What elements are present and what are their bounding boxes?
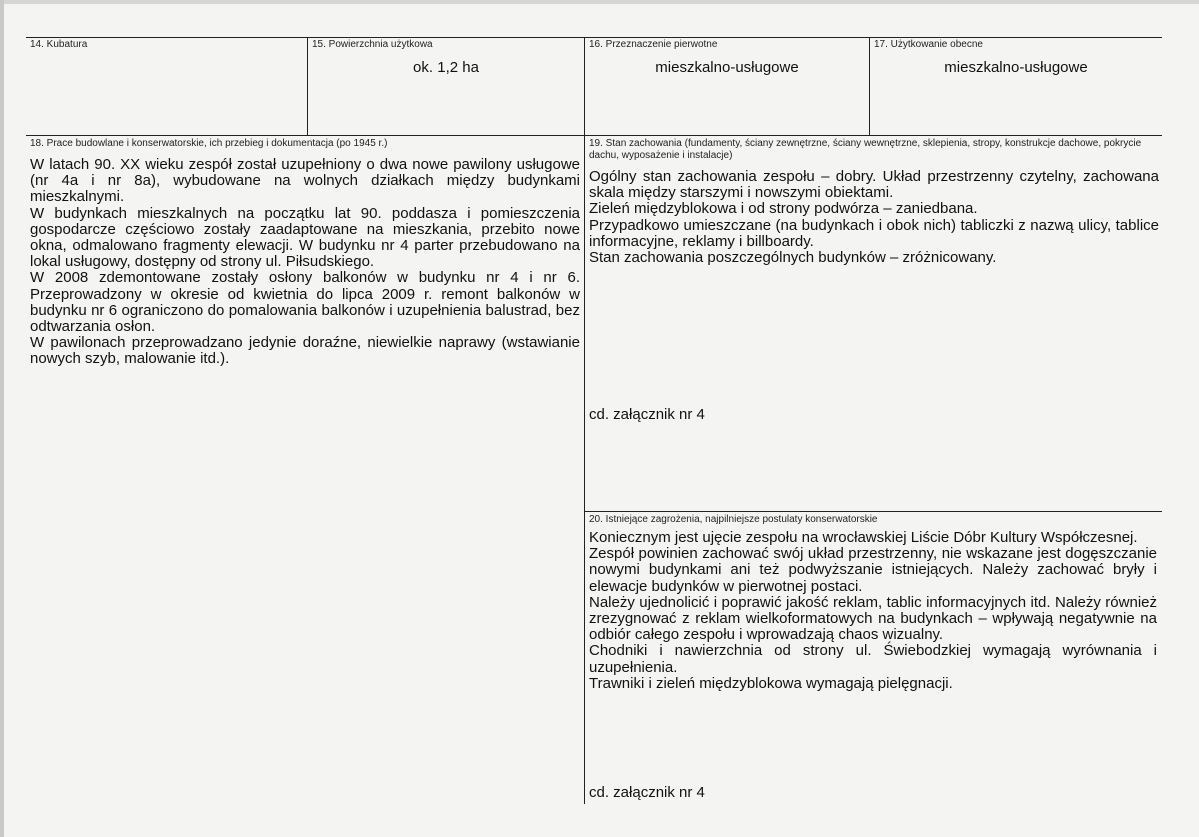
paragraph: Należy ujednolicić i poprawić jakość reklam, tablic informacyjnych itd. Należy również zrezygnować z reklam wielkoformatowych na budynkach – wpływają negatywnie na odbiór całego zespołu i wprowadzają chaos wizualny. (589, 593, 1157, 644)
paragraph: Zieleń międzyblokowa i od strony podwórza – zaniedbana. (589, 200, 978, 218)
field-15-label: 15. Powierzchnia użytkowa (312, 39, 433, 50)
table-top-border (26, 37, 1162, 38)
field-16-label: 16. Przeznaczenie pierwotne (589, 39, 718, 50)
paragraph: W budynkach mieszkalnych na początku lat 90. poddasza i pomieszczenia gospodarcze częściowo zostały zaadaptowane na mieszkania, przebito nowe okna, odmalowano fragmenty elewacji. W budynku nr 4 parter przebudowano na lokal usługowy, dostępny od strony ul. Piłsudskiego. (30, 204, 580, 271)
row-divider (26, 135, 1162, 136)
field-20-continuation: cd. załącznik nr 4 (589, 784, 705, 801)
paragraph: Trawniki i zieleń międzyblokowa wymagają pielęgnacji. (589, 674, 953, 692)
field-15-value: ok. 1,2 ha (413, 59, 479, 76)
paragraph: Koniecznym jest ujęcie zespołu na wrocławskiej Liście Dóbr Kultury Współczesnej. (589, 529, 1138, 546)
field-17-value: mieszkalno-usługowe (944, 59, 1088, 76)
field-16-value: mieszkalno-usługowe (655, 59, 799, 76)
col-divider-1 (307, 37, 308, 135)
field-17-label: 17. Użytkowanie obecne (874, 39, 983, 50)
paragraph: W pawilonach przeprowadzano jedynie doraźne, niewielkie naprawy (wstawianie nowych szyb, malowanie itd.). (30, 334, 580, 368)
field-19-continuation: cd. załącznik nr 4 (589, 406, 705, 423)
scan-edge-left (0, 0, 4, 837)
paragraph: Przypadkowo umieszczane (na budynkach i obok nich) tabliczki z nazwą ulicy, tablice informacyjne, reklamy i billboardy. (589, 216, 1159, 250)
field-14-label: 14. Kubatura (30, 39, 88, 50)
field-18-text (30, 157, 580, 368)
field-20-text (589, 530, 1157, 692)
paragraph: Chodniki i nawierzchnia od strony ul. Świebodzkiej wymagają wyrównania i uzupełnienia. (589, 642, 1157, 676)
field-20-label: 20. Istniejące zagrożenia, najpilniejsze postulaty konserwatorskie (589, 514, 878, 525)
paragraph: Zespół powinien zachować swój układ przestrzenny, nie wskazane jest dogęszczanie nowymi budynkami ani też podwyższanie istniejących. Należy zachować bryły i elewacje budynków w pierwotnej postaci. (589, 545, 1157, 595)
field-19-text (589, 169, 1159, 266)
paragraph: Stan zachowania poszczególnych budynków – zróżnicowany. (589, 249, 997, 267)
paragraph: W 2008 zdemontowane zostały osłony balkonów w budynku nr 4 i nr 6. Przeprowadzony w okresie od kwietnia do lipca 2009 r. remont balkonów w budynku nr 6 ograniczono do pomalowania balkonów i uzupełnienia balustrad, bez odtwarzania osłon. (30, 269, 580, 336)
col-divider-3 (869, 37, 870, 135)
field-18-label: 18. Prace budowlane i konserwatorskie, ich przebieg i dokumentacja (po 1945 r.) (30, 138, 388, 149)
col-divider-2 (584, 37, 585, 804)
paragraph: Ogólny stan zachowania zespołu – dobry. Układ przestrzenny czytelny, zachowana skala między starszymi i nowszymi obiektami. (589, 168, 1159, 202)
section-20-divider (584, 511, 1162, 512)
paragraph: W latach 90. XX wieku zespół został uzupełniony o dwa nowe pawilony usługowe (nr 4a i nr 8a), wybudowane na wolnych działkach między budynkami mieszkalnymi. (30, 156, 580, 206)
scan-edge-top (0, 0, 1199, 4)
field-19-label: 19. Stan zachowania (fundamenty, ściany zewnętrzne, ściany wewnętrzne, sklepienia, stropy, konstrukcje dachowe, pokrycie dachu, wyposażenie i instalacje) (589, 138, 1142, 161)
